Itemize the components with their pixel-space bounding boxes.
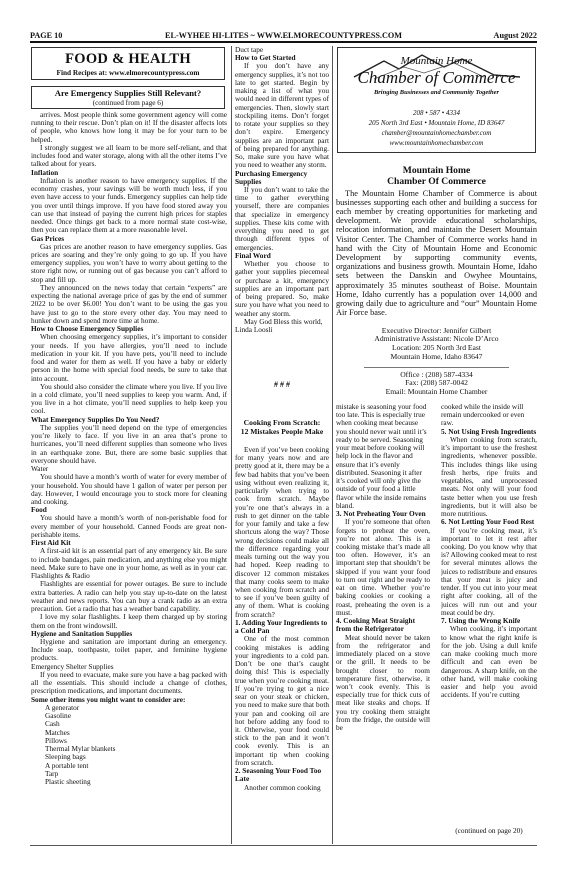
subheading: How to Get Started	[235, 53, 296, 63]
article-column	[336, 403, 430, 843]
subheading: Hygiene and Sanitation Supplies	[31, 628, 133, 638]
chamber-info	[336, 166, 537, 394]
list-item: Tarp	[45, 768, 59, 778]
subheading: 4. Cooking Meat Straight from the Refrigerator	[336, 616, 416, 634]
ad-phone: 208 • 587 • 4334	[413, 110, 460, 117]
article-column	[235, 446, 329, 843]
paragraph: You should also consider the climate where you live. If you live in a cold climate, you’ll need supplies to keep you warm. And, if you live in a hot climate, you’ll need supplies to help keep you cool.	[31, 381, 227, 416]
subheading: How to Choose Emergency Supplies	[31, 324, 144, 334]
paragraph: mistake is seasoning your food too late. This is especially true when cooking meat because you should never wait until it’s ready to be served. Seasoning your meat before cooking will help lock in the flavor and ensure that it’s evenly distributed. Seasoning it after it’s cooked will only give the outside of your food a little flavor while the inside remains bland.	[336, 403, 427, 510]
chamber-city: Mountain Home, Idaho 83647	[390, 351, 483, 361]
subheading: 7. Using the Wrong Knife	[441, 616, 521, 626]
subheading: 5. Not Using Fresh Ingredients	[441, 426, 537, 436]
subheading: 3. Not Preheating Your Oven	[336, 509, 426, 519]
subheading: 6. Not Letting Your Food Rest	[441, 517, 535, 527]
paragraph: arrives. Most people think some government agency will come running to their rescue. Don’t plan on it! If the disaster affects lots of people, who knows how long it may be for your turn to be helped.	[31, 111, 227, 144]
subheading: 2. Seasoning Your Food Too Late	[235, 766, 322, 784]
paragraph: May God Bless this world,	[244, 316, 323, 326]
paragraph: If you don’t have any emergency supplies, it’s not too late to get started. Begin by making a list of what you would need in different types of emergencies. Then, slowly start stockpiling items. Don’t forget to rotate your supplies so they don’t expire. Emergency supplies are an important part of being prepared for anything. So, make sure you have what you need to weather any storm.	[235, 61, 329, 170]
subheading: Purchasing Emergency Supplies	[235, 168, 308, 186]
list-item: Thermal Mylar blankets	[45, 744, 116, 754]
list-item: Gasoline	[45, 711, 71, 721]
page-number: PAGE 10	[30, 31, 63, 40]
bottom-rule	[30, 845, 537, 846]
paragraph: If you’re someone that often forgets to preheat the oven, you’re not alone. This is a cooking mistake that’s made all too often. However, it’s an important step that shouldn’t be skipped if you want your food to turn out right and be ready to eat on time. Whether you’re baking cookies or cooking a roast, preheating the oven is a must.	[336, 517, 430, 617]
paragraph: Another common cooking	[244, 782, 321, 792]
paragraph: Meat should never be taken from the refrigerator and immediately placed on a stove or the grill. It needs to be brought closer to room temperature first, otherwise, it won’t cook evenly. This is especially true for thick cuts of meat like steaks and chops. If you try cooking them straight from the fridge, the outside will be	[336, 632, 430, 733]
chamber-location: Location: 205 North 3rd East	[392, 343, 481, 353]
subheading: Gas Prices	[31, 233, 65, 243]
paragraph: Gas prices are another reason to have emergency supplies. Gas prices are soaring and they’re only going to go up. If you have emergency supplies, you won’t have to worry about getting to the store right now, or running out of gas because you can’t afford to stop and fill up.	[31, 241, 227, 284]
ad-name-main: Chamber of Commerce	[357, 68, 516, 87]
section-subtitle: Find Recipes at: www.elmorecountypress.com	[56, 68, 200, 78]
section-header-box	[31, 47, 225, 80]
article-title-box	[31, 86, 225, 109]
list-item: A portable tent	[45, 760, 89, 770]
publication-title: EL-WYHEE HI-LITES ~ WWW.ELMORECOUNTYPRESS.COM	[165, 31, 402, 40]
chamber-title: Mountain Home	[402, 166, 471, 176]
paragraph: If you’re cooking meat, it’s important to let it rest after cooking. Do you know why that is? Allowing cooked meat to rest for several minutes allows the juices to redistribute and ensures that your meat is juicy and tender. If you cut into your meat right after cooking, all of the juices will run out and your meat could be dry.	[441, 525, 537, 617]
column-rule	[231, 46, 232, 844]
list-item: Sleeping bags	[45, 752, 86, 762]
chamber-body: The Mountain Home Chamber of Commerce is about businesses supporting each other and building a success for each member by creating opportunities for marketing and development. We provide educational scholarships, relocation information, and maintain the Desert Mountain Visitor Center. The Chamber of Commerce works hand in hand with the City of Mountain Home and Economic Development by supporting community events, organizations and business growth. Mountain Home, Idaho sets between the Danskin and Owyhee Mountains, approximately 35 minutes southeast of Boise. Mountain Home, Idaho currently has a population over 14,000 and growing daily due to agriculture and “our” Mountain Home Air Force base.	[336, 188, 537, 318]
paragraph: I love my solar flashlights. I keep them charged up by storing them on the front windowsill.	[31, 612, 227, 630]
paragraph: Linda Loosli	[235, 324, 273, 334]
chamber-email: Email: Mountain Home Chamber	[385, 387, 488, 394]
executive-director: Executive Director: Jennifer Gilbert	[381, 325, 492, 335]
paragraph: I strongly suggest we all learn to be more self-reliant, and that includes food and water storage, along with all the other items I’ve talked about for years.	[31, 142, 227, 169]
subheading: Some other items you might want to consider are:	[31, 694, 186, 704]
ad-website[interactable]: www.mountainhomechamber.com	[389, 140, 484, 147]
ad-address: 205 North 3rd East • Mountain Home, ID 83647	[368, 120, 505, 127]
subheading: 1. Adding Your Ingredients to a Cold Pan	[235, 617, 328, 636]
paragraph: The supplies you’ll need depend on the type of emergencies you’re likely to face. If you live in an area that’s prone to hurricanes, you’ll need different supplies than someone who lives in an earthquake zone. But, there are some basic supplies that everyone should have.	[31, 422, 227, 465]
chamber-ad	[337, 47, 536, 153]
section-title: FOOD & HEALTH	[65, 51, 191, 67]
article-column	[441, 403, 537, 823]
paragraph: A first-aid kit is an essential part of any emergency kit. Be sure to include bandages, pain medication, and anything else you might need. Make sure to have one in your home, as well as in your car. Flashlights & Radio	[31, 546, 227, 581]
paragraph: If you don’t want to take the time to gather everything yourself, there are companies that specialize in emergency supplies. These kits come with everything you need to get through different types of emergencies.	[235, 184, 329, 252]
ad-name-top: Mountain Home	[400, 55, 473, 67]
paragraph: Even if you’ve been cooking for many years now and are pretty good at it, there may be a few bad habits that you’ve been using without even realizing it, particularly when trying to cook from scratch. Maybe you’re one that’s always in a rush to get dinner on the table for your family and take a few shortcuts along the way? Those wrong decisions could make all the difference regarding your meals turning out the way you had hoped. Keep reading to discover 12 common mistakes that many cooks seem to make when cooking from scratch and to see if you’ve been guilty of any of them. What is cooking from scratch?	[235, 446, 329, 619]
paragraph: Emergency Shelter Supplies	[31, 661, 114, 671]
article2-title-line2: 12 Mistakes People Make	[240, 426, 324, 436]
chamber-fax: Fax: (208) 587-0042	[405, 378, 468, 388]
supply-list	[31, 704, 227, 786]
continued-from: (continued from page 6)	[92, 97, 164, 107]
subheading: First Aid Kit	[31, 538, 71, 548]
list-item: A generator	[45, 702, 80, 712]
article-column	[235, 46, 329, 374]
paragraph: When choosing emergency supplies, it’s important to consider your needs. If you have allergies, you’ll need to include medication in your kit. If you have pets, you’ll need to include food and water for them as well. If you have a baby or elderly person in the home with special food needs, be sure to take that into account.	[31, 332, 227, 383]
paragraph: When cooking from scratch, it’s important to use the freshest ingredients, whenever possible. This includes things like using fresh herbs, ripe fruits and vegetables, and unprocessed meats. Not only will your food taste better when you use fresh ingredients, but it will also be more nutritious.	[441, 434, 537, 519]
paragraph: Hygiene and sanitation are important during an emergency. Include soap, toothpaste, toilet paper, and feminine hygiene products.	[31, 637, 227, 663]
issue-date: August 2022	[493, 31, 537, 40]
paragraph: You should have a month’s worth of water for every member of your household. You should have 1 gallon of water per person per day. However, I would encourage you to stock more for cleaning and cooking.	[31, 472, 227, 507]
article2-title	[235, 419, 329, 443]
list-item: Plastic sheeting	[45, 776, 91, 786]
list-item: Matches	[45, 727, 70, 737]
article2-title-line1: Cooking From Scratch:	[243, 419, 321, 427]
column-rule	[332, 46, 333, 844]
subheading: Food	[31, 505, 47, 515]
chamber-office-phone: Office : (208) 587-4334	[400, 369, 473, 379]
paragraph: They announced on the news today that certain “experts” are expecting the national average price of gas by the end of summer 2022 to be over $6.00! You don’t want to be using the gas you have just to go to the store every other day. You may need to hunker down and spend more time at home.	[31, 282, 227, 325]
subheading: What Emergency Supplies Do You Need?	[31, 414, 160, 424]
article-column	[31, 111, 227, 843]
list-item: Pillows	[45, 735, 67, 745]
paragraph: If you need to evacuate, make sure you have a bag packed with all the essentials. This should include a change of clothes, prescription medications, and important documents.	[31, 669, 227, 696]
subheading: Inflation	[31, 167, 59, 177]
paragraph: When cooking, it’s important to know what the right knife is for the job. Using a dull knife can make cooking much more difficult and can even be dangerous. A sharp knife, on the other hand, will make cooking easier and help you avoid accidents. If you’re cutting	[441, 624, 537, 700]
ad-tagline: Bringing Businesses and Community Together	[373, 89, 500, 96]
page-header	[30, 30, 537, 43]
paragraph: Flashlights are essential for power outages. Be sure to include extra batteries. A radio can help you stay up-to-date on the latest weather and news reports. You can buy a crank radio as an extra precaution. Get a radio that has a weather band capability.	[31, 579, 227, 614]
administrative-assistant: Administrative Assistant: Nicole D’Arco	[374, 334, 499, 344]
paragraph: One of the most common cooking mistakes is adding your ingredients to a cold pan. Don’t be one that’s caught doing this! This is especially true when you’re cooking meat. If you’re trying to get a nice sear on your steak or chicken, you need to make sure that both your pan and cooking oil are hot before adding any food to it. Otherwise, your food could stick to the pan and it won’t cook evenly. This is an important tip when cooking from scratch.	[235, 634, 329, 767]
subheading: Final Word	[235, 250, 271, 260]
paragraph: Water	[31, 464, 49, 474]
paragraph: Inflation is another reason to have emergency supplies. If the economy crashes, your savings will be worth much less, if you even have access to your funds. Emergency supplies can help tide you over until things improve. If you have food stored away you can use that instead of paying the current high prices for staples needed. Once things get back to a more normal state cost-wise, then you can replace them at a more reasonable level.	[31, 175, 227, 235]
continued-on: (continued on page 20)	[455, 827, 523, 835]
paragraph: Whether you choose to gather your supplies piecemeal or purchase a kit, emergency supplies are an important part of being prepared. So, make sure you have what you need to weather any storm.	[235, 259, 329, 318]
paragraph: cooked while the inside will remain undercooked or even raw.	[441, 403, 525, 428]
ad-email[interactable]: chamber@mountainhomechamber.com	[381, 130, 492, 137]
list-item: Cash	[45, 719, 60, 729]
paragraph: Duct tape	[235, 46, 264, 54]
chamber-title-2: Chamber Of Commerce	[387, 175, 486, 187]
paragraph: You should have a month’s worth of non-perishable food for every member of your household. Canned Foods are great non-perishable items.	[31, 513, 227, 539]
article-end-mark: # # #	[274, 380, 290, 389]
article-title: Are Emergency Supplies Still Relevant?	[54, 88, 202, 98]
